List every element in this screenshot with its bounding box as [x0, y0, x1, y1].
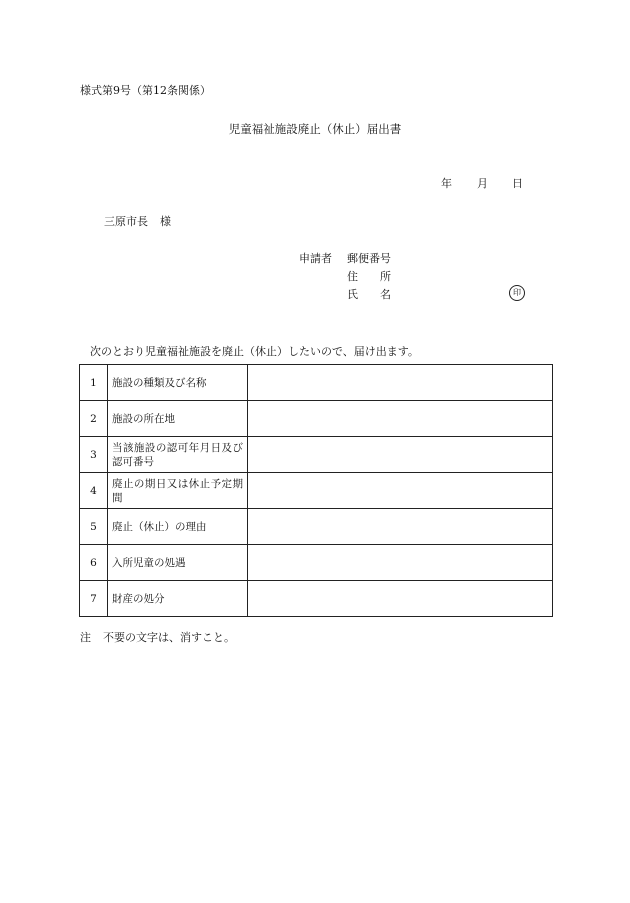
note-text: 不要の文字は、消すこと。 [103, 631, 235, 644]
table-row [80, 509, 553, 545]
row-value[interactable] [248, 473, 553, 509]
row-number: 5 [80, 509, 108, 545]
applicant-address-label: 住 所 [347, 270, 391, 283]
table-row [80, 365, 553, 401]
seal-mark: 印 [509, 285, 525, 301]
row-value[interactable] [248, 401, 553, 437]
intro-text: 次のとおり児童福祉施設を廃止（休止）したいので、届け出ます。 [90, 345, 419, 358]
row-label: 廃止の期日又は休止予定期間 [108, 473, 248, 509]
row-label: 入所児童の処遇 [108, 545, 248, 581]
date-year-label: 年 [441, 177, 452, 190]
row-value[interactable] [248, 437, 553, 473]
applicant-name-label: 氏 名 [347, 288, 391, 301]
document-title: 児童福祉施設廃止（休止）届出書 [228, 122, 402, 136]
row-label: 施設の所在地 [108, 401, 248, 437]
applicant-postal-code-label: 郵便番号 [347, 252, 391, 265]
form-number: 様式第9号（第12条関係） [80, 84, 211, 97]
row-number: 2 [80, 401, 108, 437]
row-number: 6 [80, 545, 108, 581]
row-label: 施設の種類及び名称 [108, 365, 248, 401]
table-row [80, 437, 553, 473]
table-row [80, 581, 553, 617]
row-label: 当該施設の認可年月日及び認可番号 [108, 437, 248, 473]
row-value[interactable] [248, 365, 553, 401]
row-label: 財産の処分 [108, 581, 248, 617]
date-month-label: 月 [477, 177, 488, 190]
row-label: 廃止（休止）の理由 [108, 509, 248, 545]
row-number: 4 [80, 473, 108, 509]
row-number: 1 [80, 365, 108, 401]
row-value[interactable] [248, 509, 553, 545]
addressee-honorific: 様 [160, 215, 171, 228]
items-table [79, 364, 553, 617]
row-number: 7 [80, 581, 108, 617]
table-row [80, 473, 553, 509]
row-value[interactable] [248, 545, 553, 581]
addressee-name: 三原市長 [104, 215, 148, 228]
table-row [80, 545, 553, 581]
note-label: 注 [80, 631, 91, 644]
row-value[interactable] [248, 581, 553, 617]
row-number: 3 [80, 437, 108, 473]
date-day-label: 日 [512, 177, 523, 190]
applicant-label: 申請者 [299, 252, 332, 265]
table-row [80, 401, 553, 437]
